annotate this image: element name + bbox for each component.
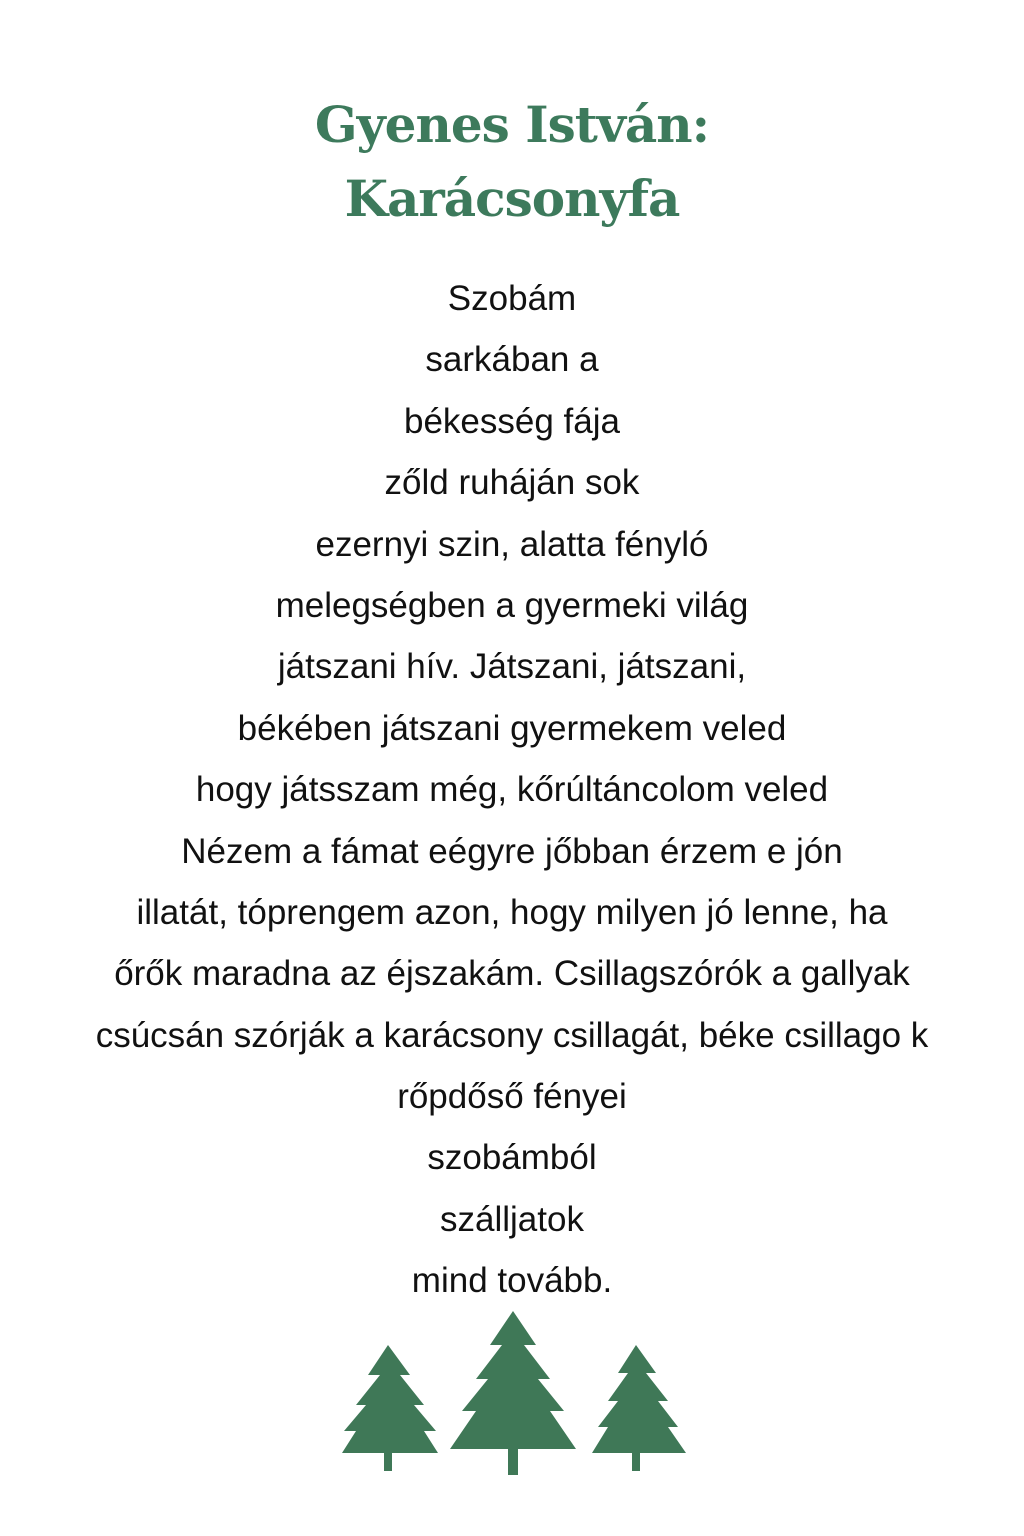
poem-line: sarkában a: [425, 340, 599, 380]
poem-line: mind tovább.: [411, 1261, 613, 1301]
pine-tree-icon: [342, 1345, 438, 1471]
poem-line: játszani hív. Játszani, játszani,: [277, 647, 747, 687]
pine-tree-icon: [592, 1345, 686, 1471]
poem-title-name: Karácsonyfa: [344, 169, 680, 228]
poem-title: [0, 88, 1024, 236]
poem-line: békesség fája: [404, 401, 620, 441]
poem-line: békében játszani gyermekem veled: [237, 708, 787, 748]
poem-line: rőpdőső fényei: [397, 1077, 627, 1117]
poem-line: szálljatok: [440, 1199, 584, 1239]
poem-line: melegségben a gyermeki világ: [275, 585, 749, 625]
poem-title-author: Gyenes István:: [314, 95, 710, 154]
poem-line: ezernyi szin, alatta fényló: [315, 524, 709, 564]
poem-line: csúcsán szórják a karácsony csillagát, béke csillago k: [95, 1015, 929, 1055]
trees-illustration: [330, 1305, 700, 1485]
poem-line: illatát, tóprengem azon, hogy milyen jó lenne, ha: [136, 892, 888, 932]
poem-line: Nézem a fámat eégyre jőbban érzem e jón: [181, 831, 843, 871]
poem-line: hogy játsszam még, kőrúltáncolom veled: [195, 770, 829, 810]
pine-tree-icon: [450, 1311, 576, 1475]
poem-line: zőld ruháján sok: [384, 463, 640, 503]
poem-line: Szobám: [447, 279, 577, 318]
poem-line: szobámból: [427, 1138, 597, 1178]
poem-body: [0, 268, 1024, 1312]
poem-line: őrők maradna az éjszakám. Csillagszórók a gallyak: [114, 954, 910, 994]
